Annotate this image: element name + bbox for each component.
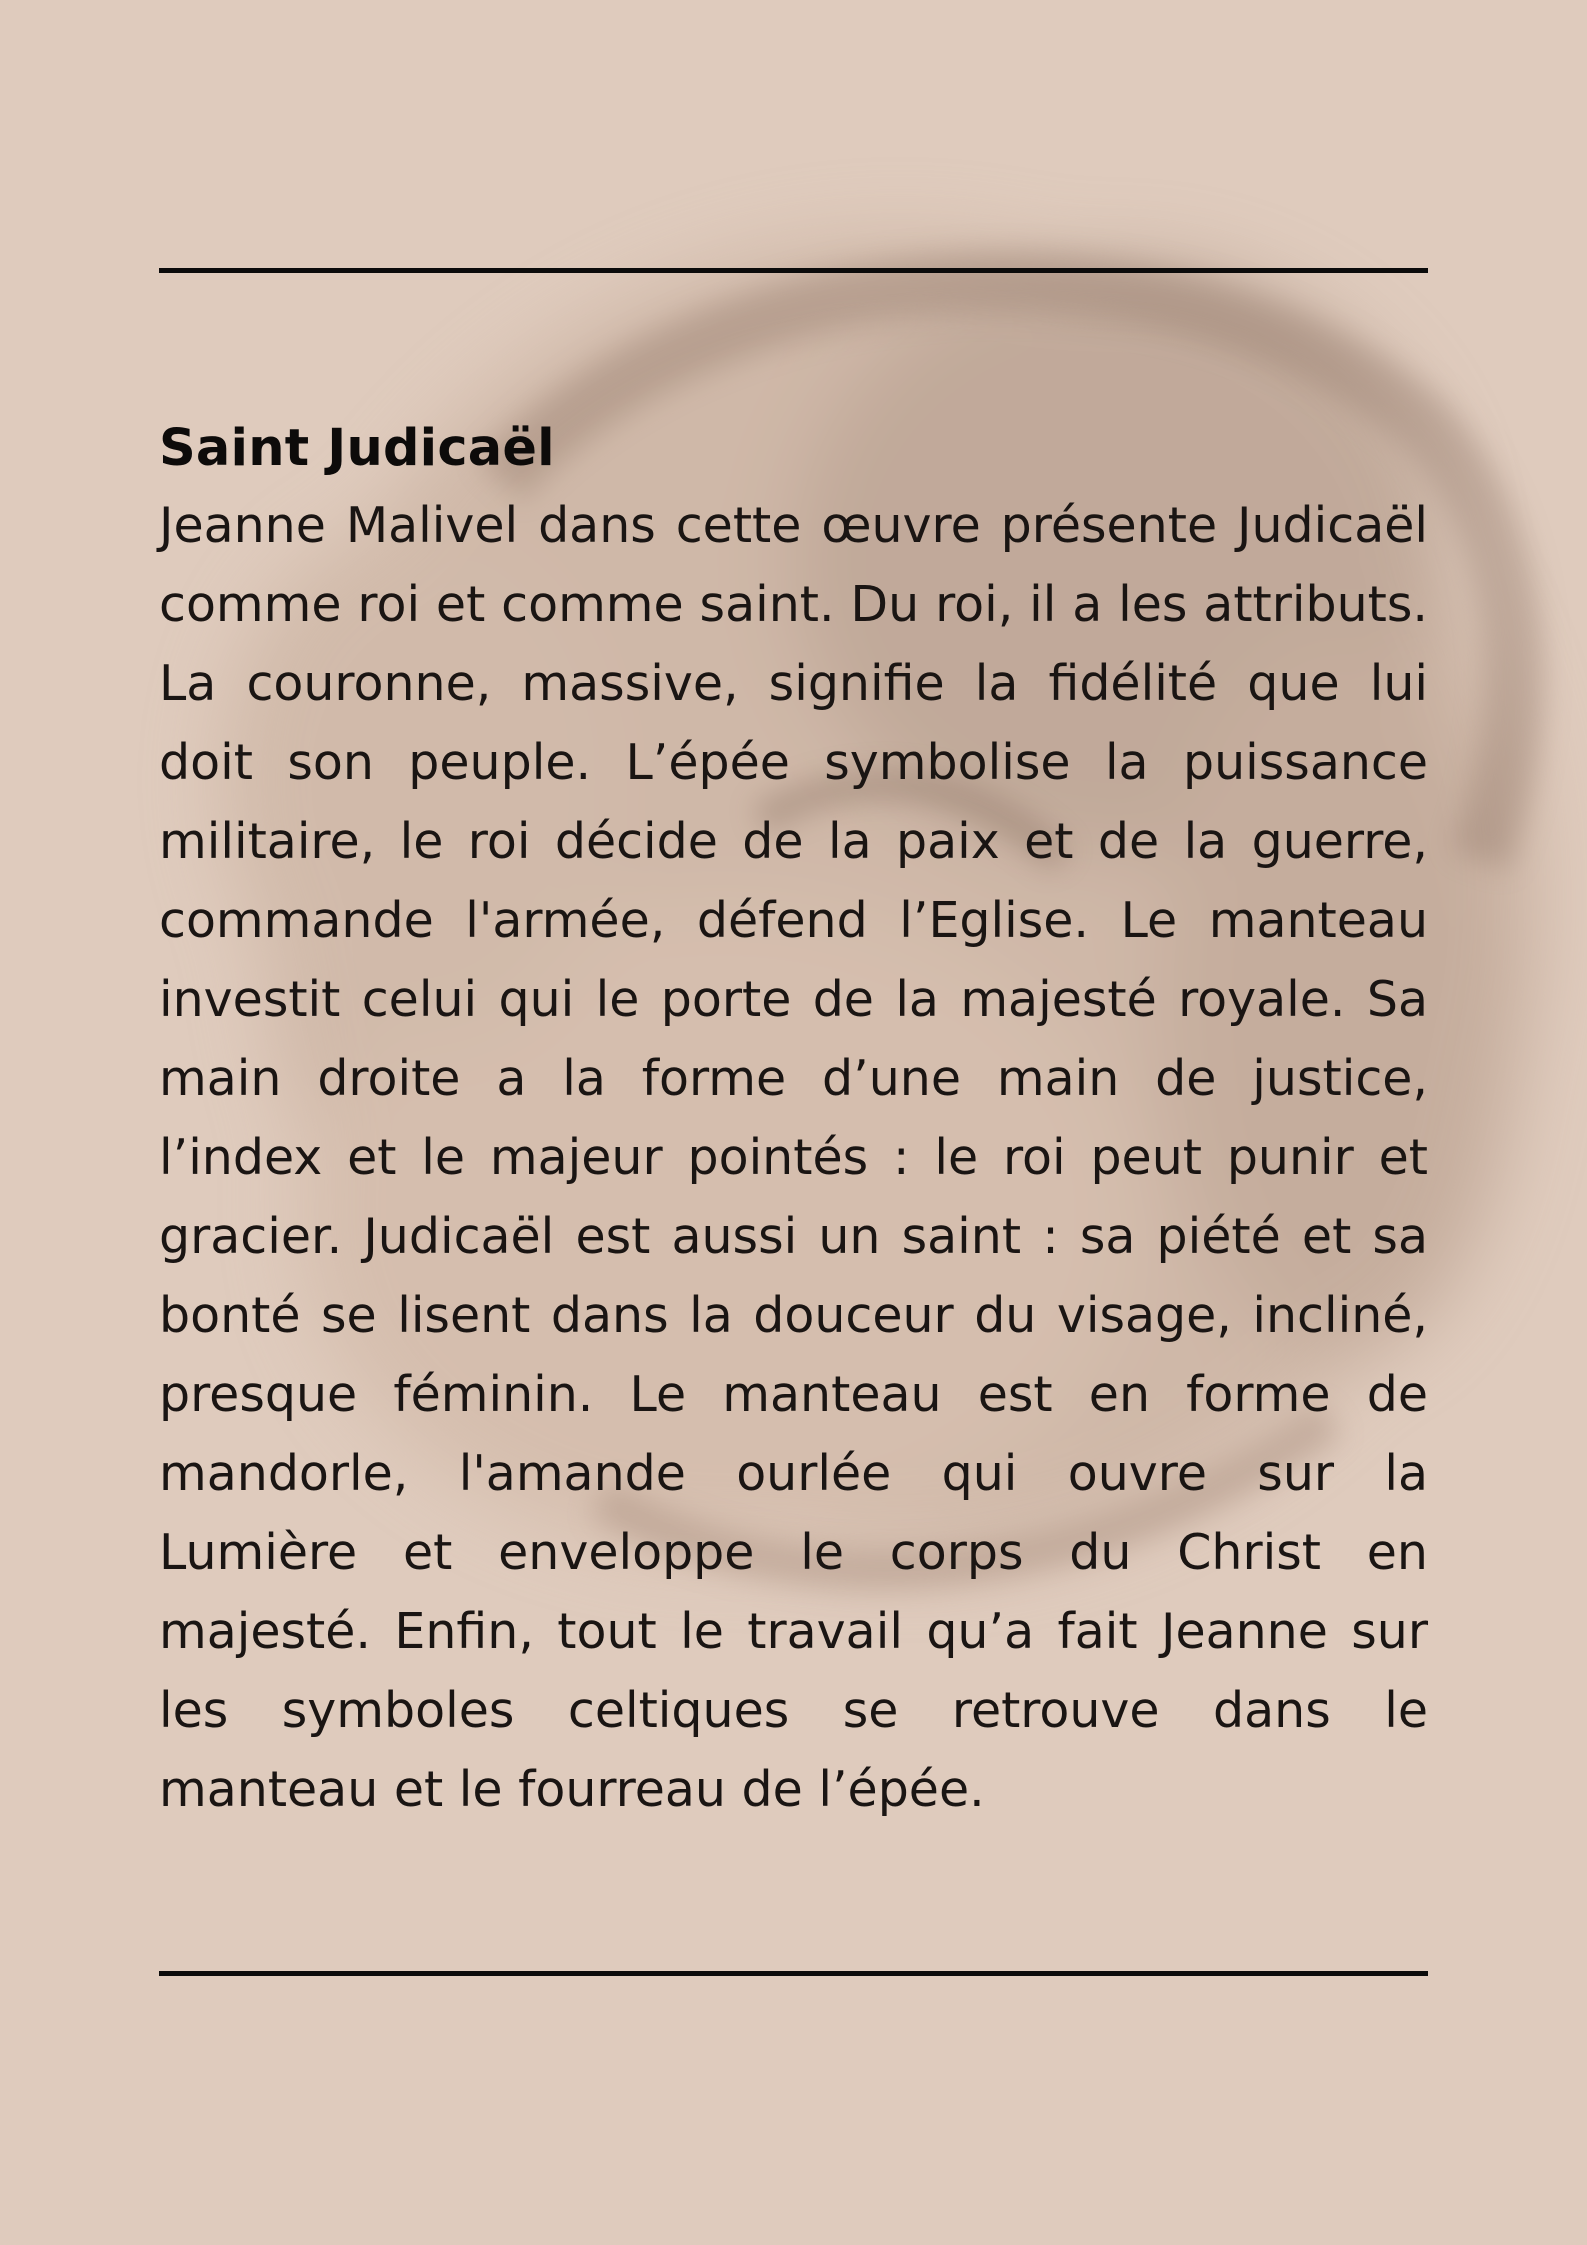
bottom-divider xyxy=(159,1971,1428,1976)
article-body: Jeanne Malivel dans cette œuvre présente Judicaël comme roi et comme saint. Du roi, il a les attributs. La couronne, massive, signifie la fidélité que lui doit son peuple. L’épée symbolise la puissance militaire, le roi décide de la paix et de la guerre, commande l'armée, défend l’Eglise. Le manteau investit celui qui le porte de la majesté royale. Sa main droite a la forme d’une main de justice, l’index et le majeur pointés : le roi peut punir et gracier. Judicaël est aussi un saint : sa piété et sa bonté se lisent dans la douceur du visage, incliné, presque féminin. Le manteau est en forme de mandorle, l'amande ourlée qui ouvre sur la Lumière et enveloppe le corps du Christ en majesté. Enfin, tout le travail qu’a fait Jeanne sur les symboles celtiques se retrouve dans le manteau et le fourreau de l’épée. xyxy=(159,497,1428,1818)
top-divider xyxy=(159,268,1428,273)
article-title: Saint Judicaël xyxy=(159,419,555,478)
article xyxy=(159,412,1428,1829)
